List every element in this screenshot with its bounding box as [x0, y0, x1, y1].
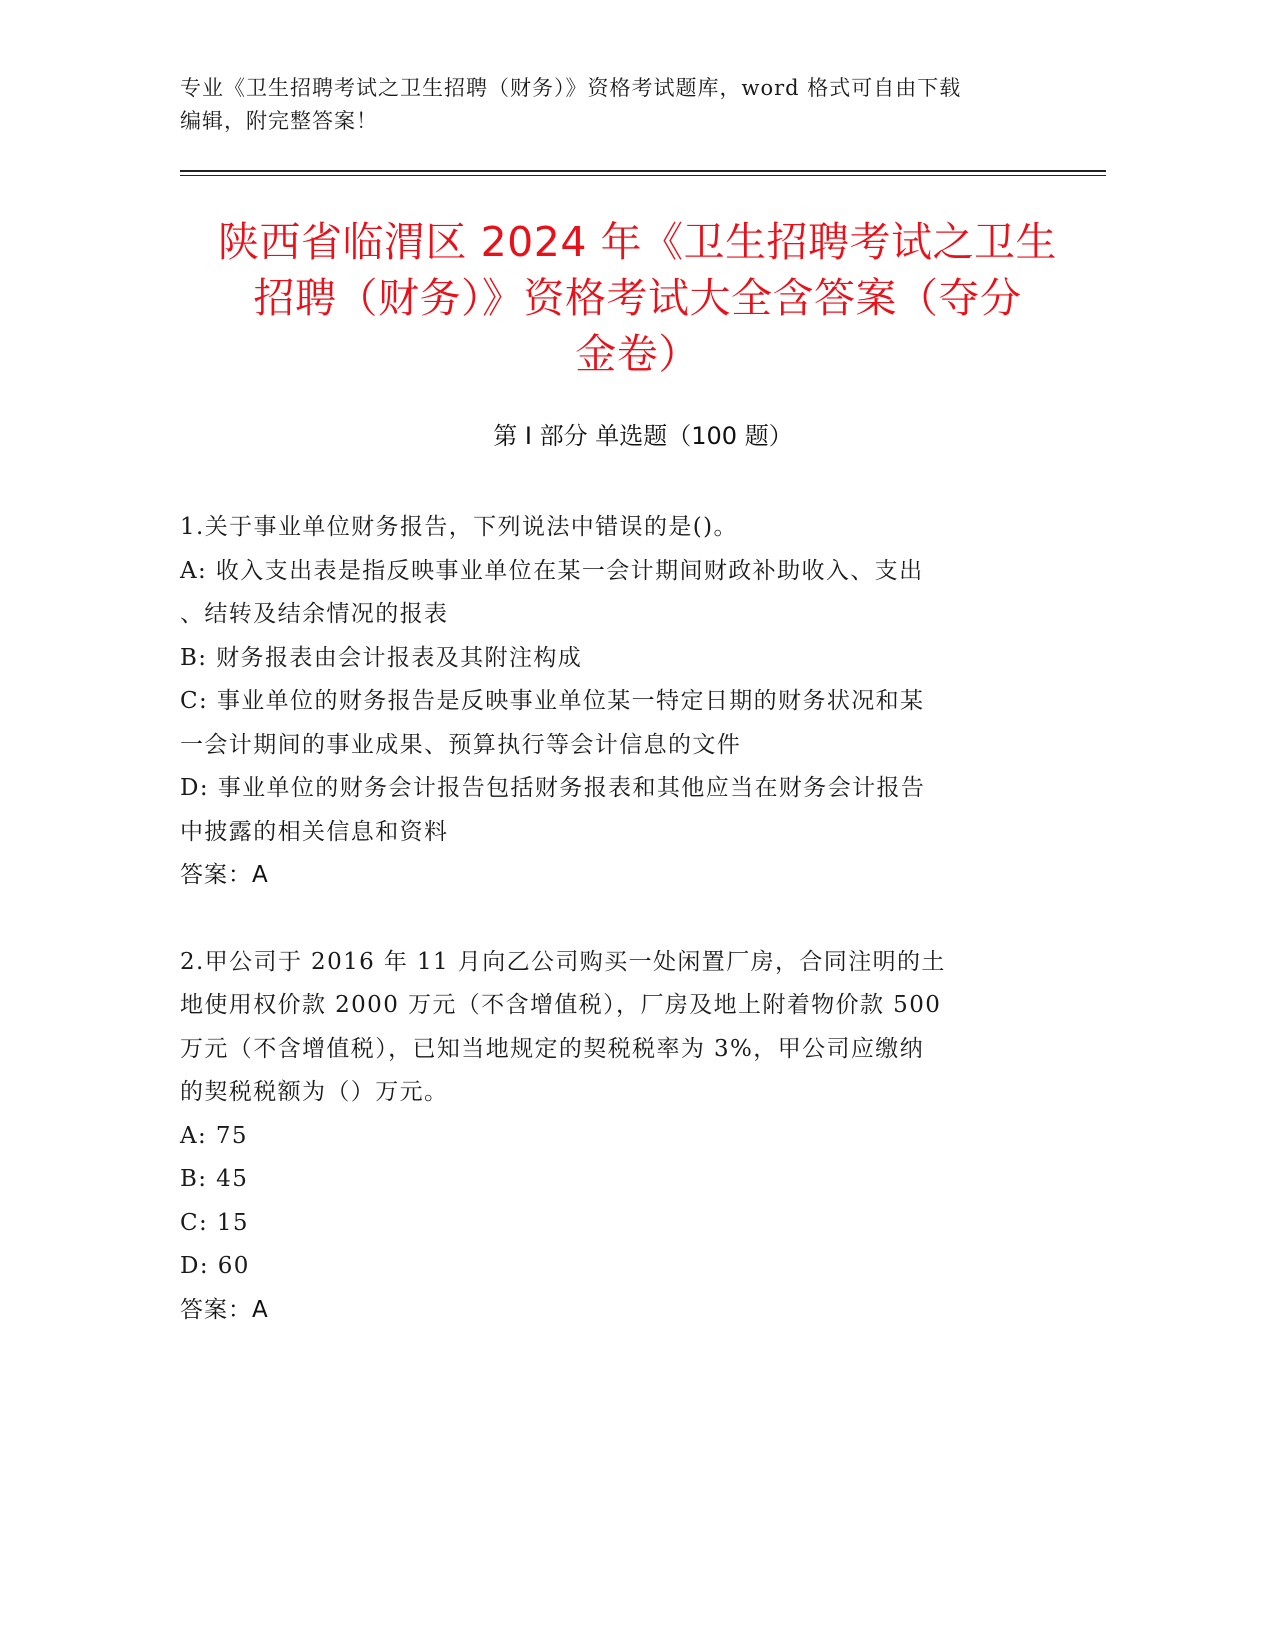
option-line: C: 事业单位的财务报告是反映事业单位某一特定日期的财务状况和某: [180, 688, 925, 714]
title-line-1: 陕西省临渭区 2024 年《卫生招聘考试之卫生: [218, 218, 1057, 266]
question-stem-line: 万元（不含增值税），已知当地规定的契税税率为 3%，甲公司应缴纳: [180, 1035, 925, 1062]
option-d: [180, 767, 1040, 854]
header-divider-thick: [180, 170, 1106, 172]
header-divider-thin: [180, 175, 1106, 176]
section-heading: 第 I 部分 单选题（100 题）: [493, 422, 793, 450]
question-stem-line: 地使用权价款 2000 万元（不含增值税），厂房及地上附着物价款 500: [180, 992, 942, 1018]
question-stem-line: 2.甲公司于 2016 年 11 月向乙公司购买一处闲置厂房，合同注明的土: [180, 948, 946, 975]
option-b: [180, 637, 1040, 681]
document-title: [150, 214, 1125, 382]
option-a: A: 75: [180, 1122, 248, 1149]
question-stem-line: 的契税税额为（）万元。: [180, 1079, 449, 1105]
option-c: [180, 680, 1040, 767]
option-line: D: 事业单位的财务会计报告包括财务报表和其他应当在财务会计报告: [180, 775, 926, 801]
option-d: D: 60: [180, 1253, 250, 1279]
question-item: [180, 941, 1040, 1333]
answer-label: 答案：A: [180, 1296, 269, 1323]
option-line: 、结转及结余情况的报表: [180, 601, 449, 627]
option-c: C: 15: [180, 1209, 249, 1236]
question-list: [180, 506, 1040, 1332]
answer-label: 答案：A: [180, 862, 269, 888]
option-line: B: 财务报表由会计报表及其附注构成: [180, 644, 583, 671]
option-b: B: 45: [180, 1166, 249, 1192]
header-note: [180, 72, 1060, 138]
title-line-3: 金卷）: [575, 330, 700, 378]
question-stem-line: 1.关于事业单位财务报告，下列说法中错误的是()。: [180, 514, 738, 540]
header-note-line-1: 专业《卫生招聘考试之卫生招聘（财务）》资格考试题库，word 格式可自由下载: [180, 76, 962, 100]
title-line-2: 招聘（财务）》资格考试大全含答案（夺分: [253, 274, 1022, 322]
question-item: [180, 506, 1040, 898]
header-note-line-2: 编辑，附完整答案！: [180, 109, 378, 133]
option-line: 中披露的相关信息和资料: [180, 818, 449, 845]
option-a: [180, 550, 1040, 637]
option-line: 一会计期间的事业成果、预算执行等会计信息的文件: [180, 731, 742, 758]
question-spacer: [180, 898, 1040, 941]
option-line: A: 收入支出表是指反映事业单位在某一会计期间财政补助收入、支出: [180, 557, 924, 584]
